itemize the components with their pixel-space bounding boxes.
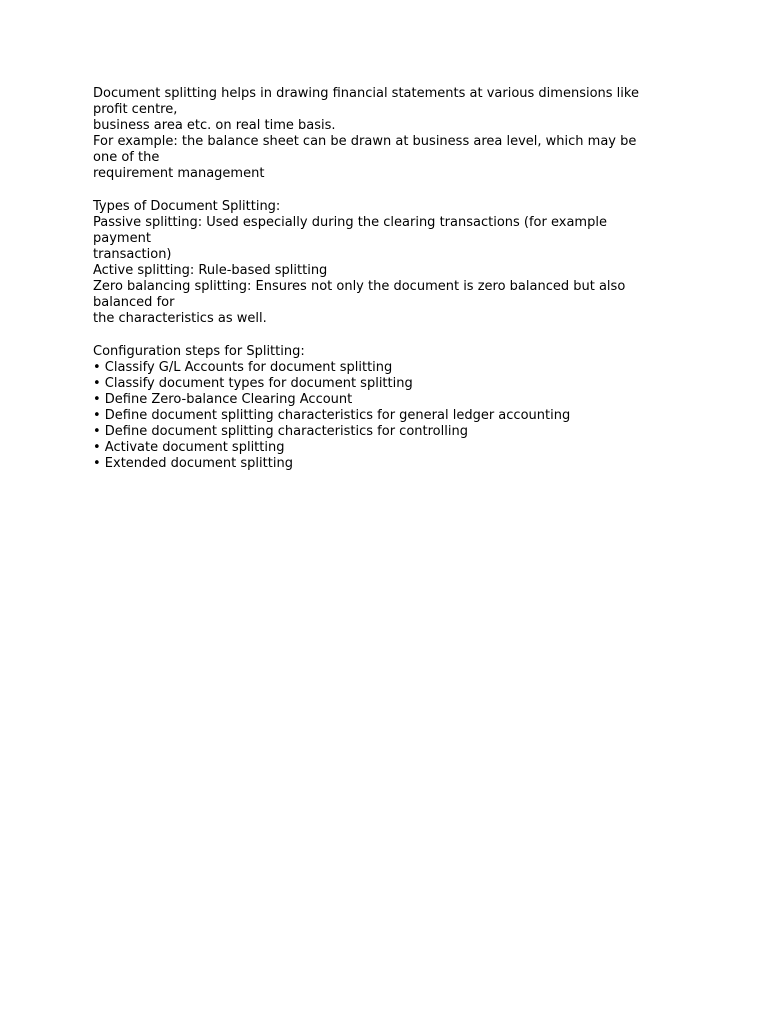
intro-line: one of the bbox=[93, 150, 160, 166]
config-heading: Configuration steps for Splitting: bbox=[93, 343, 305, 359]
blank-line bbox=[93, 327, 693, 343]
types-line: Zero balancing splitting: Ensures not only the document is zero balanced but also bbox=[93, 279, 626, 295]
types-heading: Types of Document Splitting: bbox=[93, 198, 281, 214]
config-bullet: • Define document splitting characteristics for controlling bbox=[93, 423, 468, 439]
config-bullet: • Classify G/L Accounts for document splitting bbox=[93, 359, 393, 375]
intro-line: Document splitting helps in drawing financial statements at various dimensions like bbox=[93, 86, 639, 101]
intro-line: business area etc. on real time basis. bbox=[93, 118, 336, 134]
types-line: balanced for bbox=[93, 295, 175, 311]
config-bullet: • Extended document splitting bbox=[93, 456, 293, 472]
document-body bbox=[93, 86, 693, 472]
config-bullet: • Define document splitting characteristics for general ledger accounting bbox=[93, 407, 571, 423]
types-line: payment bbox=[93, 230, 151, 246]
types-line: transaction) bbox=[93, 246, 172, 262]
intro-line: For example: the balance sheet can be drawn at business area level, which may be bbox=[93, 134, 637, 150]
blank-line bbox=[93, 183, 693, 199]
config-bullet: • Define Zero-balance Clearing Account bbox=[93, 391, 353, 407]
intro-line: profit centre, bbox=[93, 102, 178, 118]
intro-line: requirement management bbox=[93, 166, 265, 182]
types-line: Active splitting: Rule-based splitting bbox=[93, 263, 328, 279]
types-line: the characteristics as well. bbox=[93, 311, 267, 327]
config-bullet: • Classify document types for document splitting bbox=[93, 375, 413, 391]
types-line: Passive splitting: Used especially during the clearing transactions (for example bbox=[93, 214, 607, 230]
config-bullet: • Activate document splitting bbox=[93, 440, 285, 456]
